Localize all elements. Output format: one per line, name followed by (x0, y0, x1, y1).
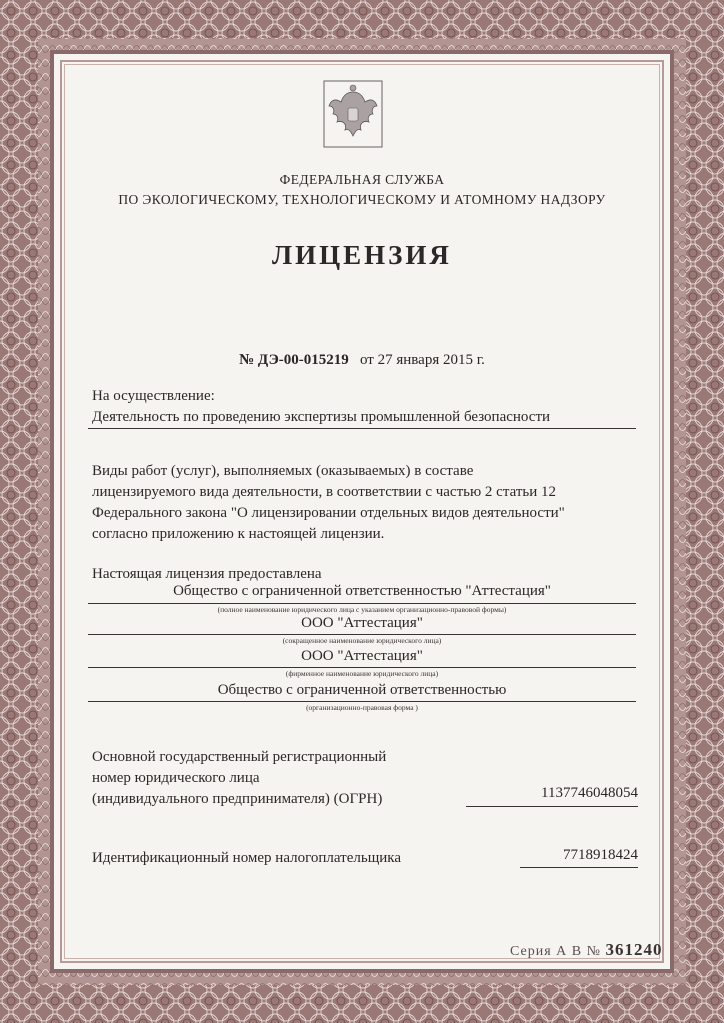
ogrn-value: 1137746048054 (541, 785, 638, 801)
activity-label: На осуществление: (92, 388, 215, 404)
activity-value: Деятельность по проведению экспертизы промышленной безопасности (92, 409, 551, 425)
short-name-underline (88, 634, 636, 635)
full-name-underline (88, 603, 636, 604)
brand-name-caption: (фирменное наименование юридического лица) (285, 669, 439, 678)
series-label: Серия А В № (510, 944, 601, 959)
brand-name-value: ООО "Аттестация" (301, 648, 423, 664)
works-line-2: лицензируемого вида деятельности, в соответствии с частью 2 статьи 12 (92, 484, 557, 500)
series-value: 361240 (605, 940, 663, 959)
legal-form-caption: (организационно-правовая форма ) (306, 703, 418, 712)
inn-label: Идентификационный номер налогоплательщика (92, 850, 402, 866)
license-date: от 27 января 2015 г. (360, 352, 485, 368)
ogrn-label-line-2: номер юридического лица (92, 770, 260, 786)
legal-form-underline (88, 701, 636, 702)
agency-line-1: ФЕДЕРАЛЬНАЯ СЛУЖБА (279, 172, 445, 187)
document-title: ЛИЦЕНЗИЯ (272, 240, 452, 270)
full-name-value: Общество с ограниченной ответственностью "Аттестация" (173, 583, 551, 599)
russian-coat-of-arms-icon (323, 80, 383, 148)
short-name-value: ООО "Аттестация" (301, 615, 423, 631)
license-number: № ДЭ-00-015219 (239, 352, 349, 368)
works-line-1: Виды работ (услуг), выполняемых (оказываемых) в составе (92, 463, 474, 479)
granted-label: Настоящая лицензия предоставлена (92, 566, 322, 582)
full-name-caption: (полное наименование юридического лица с указанием организационно-правовой формы) (217, 605, 507, 614)
short-name-caption: (сокращенное наименование юридического лица) (282, 636, 442, 645)
brand-name-underline (88, 667, 636, 668)
ogrn-underline (466, 806, 638, 807)
ogrn-label-line-3: (индивидуального предпринимателя) (ОГРН) (92, 791, 383, 807)
license-number-line (0, 352, 724, 369)
activity-underline (88, 428, 636, 429)
ogrn-label-line-1: Основной государственный регистрационный (92, 749, 387, 765)
inn-value: 7718918424 (563, 847, 638, 863)
works-line-3: Федерального закона "О лицензировании отдельных видов деятельности" (92, 505, 565, 521)
inn-underline (520, 867, 638, 868)
legal-form-value: Общество с ограниченной ответственностью (217, 682, 507, 698)
agency-line-2: ПО ЭКОЛОГИЧЕСКОМУ, ТЕХНОЛОГИЧЕСКОМУ И АТОМНОМУ НАДЗОРУ (118, 192, 606, 207)
series-number (510, 940, 662, 960)
works-line-4: согласно приложению к настоящей лицензии. (92, 526, 385, 542)
